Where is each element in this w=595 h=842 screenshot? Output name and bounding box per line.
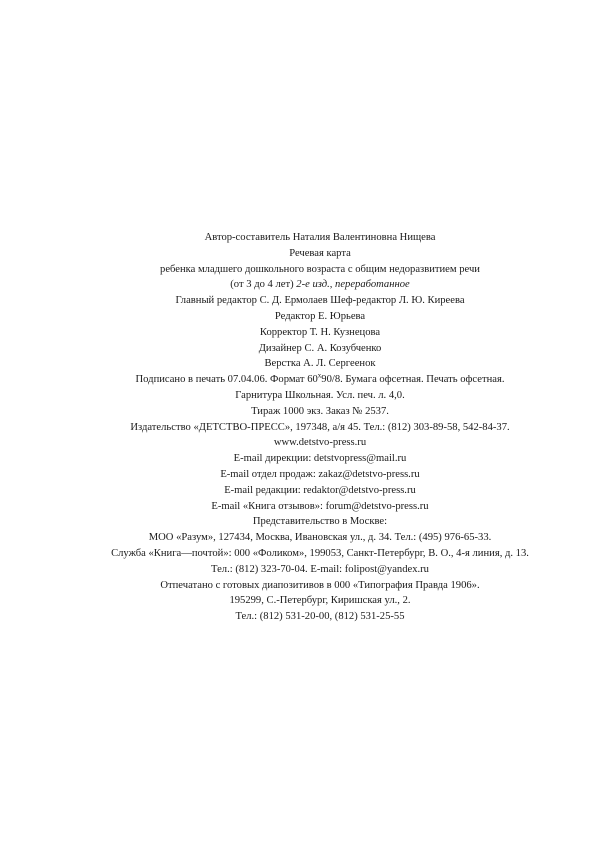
layout-line: Верстка А. Л. Сергеенок bbox=[264, 358, 376, 370]
print-details-pre: Подписано в печать 07.04.06. Формат 60 bbox=[135, 374, 318, 386]
moscow-address-line: МОО «Разум», 127434, Москва, Ивановская ул., д. 34. Тел.: (495) 976-65-33. bbox=[148, 532, 492, 544]
book-title: Речевая карта bbox=[289, 247, 351, 259]
edition-note: 2-е изд., переработанное bbox=[296, 279, 410, 291]
chief-editors-line: Главный редактор С. Д. Ермолаев Шеф-редактор Л. Ю. Киреева bbox=[175, 295, 465, 307]
author-line: Автор-составитель Наталия Валентиновна Нищева bbox=[204, 232, 436, 243]
printed-by-line: Отпечатано с готовых диапозитивов в 000 «Типография Правда 1906». bbox=[160, 579, 480, 591]
printer-address-line: 195299, С.-Петербург, Киришская ул., 2. bbox=[229, 595, 411, 607]
email-directorate-line: E-mail дирекции: detstvopress@mail.ru bbox=[233, 453, 407, 465]
imprint-block bbox=[80, 230, 560, 625]
printer-phones-line: Тел.: (812) 531-20-00, (812) 531-25-55 bbox=[235, 611, 405, 623]
circulation-line: Тираж 1000 экз. Заказ № 2537. bbox=[251, 405, 389, 417]
typeface-line: Гарнитура Школьная. Усл. печ. л. 4,0. bbox=[235, 389, 405, 401]
website-line: www.detstvo-press.ru bbox=[273, 437, 367, 449]
designer-line: Дизайнер С. А. Козубченко bbox=[258, 342, 382, 354]
mail-contacts-line: Тел.: (812) 323-70-04. E-mail: folipost@yandex.ru bbox=[211, 563, 429, 575]
print-details-line bbox=[80, 372, 560, 388]
email-reviews-line: E-mail «Книга отзывов»: forum@detstvo-press.ru bbox=[211, 500, 429, 512]
age-range: (от 3 до 4 лет) bbox=[230, 279, 294, 291]
moscow-office-line: Представительство в Москве: bbox=[252, 516, 388, 528]
mail-service-line: Служба «Книга—почтой»: 000 «Фоликом», 199053, Санкт-Петербург, В. О., 4-я линия, д. 13. bbox=[111, 547, 529, 559]
publisher-line: Издательство «ДЕТСТВО-ПРЕСС», 197348, а/я 45. Тел.: (812) 303-89-58, 542-84-37. bbox=[130, 421, 510, 433]
email-sales-line: E-mail отдел продаж: zakaz@detstvo-press.ru bbox=[220, 468, 420, 480]
editor-line: Редактор Е. Юрьева bbox=[274, 310, 366, 322]
proofreader-line: Корректор Т. Н. Кузнецова bbox=[259, 326, 381, 338]
format-multiplier: х bbox=[317, 371, 322, 380]
book-subtitle: ребенка младшего дошкольного возраста с общим недоразвитием речи bbox=[160, 263, 480, 275]
print-details-post: 90/8. Бумага офсетная. Печать офсетная. bbox=[321, 374, 505, 386]
email-editorial-line: E-mail редакции: redaktor@detstvo-press.ru bbox=[224, 484, 416, 496]
age-edition-line bbox=[80, 277, 560, 293]
